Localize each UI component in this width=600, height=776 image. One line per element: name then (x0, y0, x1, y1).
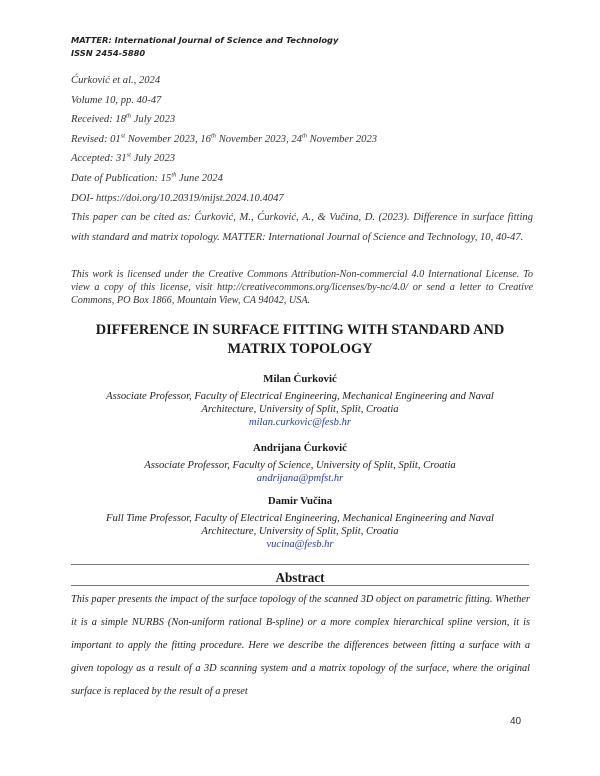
author-email[interactable]: milan.curkovic@fesb.hr (248, 417, 352, 428)
author-name: Milan Ćurković (263, 373, 337, 385)
author-affiliation: Associate Professor, Faculty of Science, University of Split, Split, Croatia (144, 460, 456, 471)
received-date: Received: 18th July 2023 (71, 112, 176, 126)
author-email[interactable]: vucina@fesb.hr (266, 539, 334, 550)
volume-info: Volume 10, pp. 40-47 (71, 94, 162, 106)
author-affiliation: Architecture, University of Split, Split, Croatia (201, 404, 399, 415)
article-metadata (71, 71, 533, 247)
cite-as: This paper can be cited as: Ćurković, M., Ćurković, A., & Vučina, D. (2023). Difference in surface fitting with standard and matrix topology. MATTER: International Journal of Science and Technology, 10, 40-47. (71, 212, 533, 243)
citation-short: Ćurković et al., 2024 (71, 75, 161, 86)
abstract-text: This paper presents the impact of the surface topology of the scanned 3D object on parametric fitting. Whether it is a simple NURBS (Non-uniform rational B-spline) or a more complex hierarchical spline version, it is important to apply the fitting procedure. Here we describe the differences between fitting a surface with a given topology as a result of a 3D scanning system and a matrix topology of the surface, where the original surface is replaced by the result of a preset (71, 594, 530, 697)
journal-issn: ISSN 2454-5880 (71, 48, 146, 58)
title-line-1: DIFFERENCE IN SURFACE FITTING WITH STANDARD AND (95, 322, 505, 338)
author-email[interactable]: andrijana@pmfst.hr (256, 473, 344, 484)
page-number: 40 (510, 716, 522, 727)
abstract-top-rule (71, 564, 529, 565)
author-name: Damir Vučina (267, 495, 333, 507)
author-block (71, 373, 529, 429)
author-name: Andrijana Ćurković (253, 442, 347, 454)
title-line-2: MATRIX TOPOLOGY (227, 341, 373, 357)
author-affiliation: Architecture, University of Split, Split, Croatia (201, 526, 399, 537)
abstract-heading: Abstract (275, 570, 325, 585)
revised-dates: Revised: 01st November 2023, 16th November 2023, 24th November 2023 (71, 132, 378, 145)
doi-link[interactable]: DOI- https://doi.org/10.20319/mijst.2024.10.4047 (71, 192, 284, 204)
author-affiliation: Full Time Professor, Faculty of Electrical Engineering, Mechanical Engineering and Naval (106, 513, 494, 524)
journal-header (71, 34, 338, 60)
author-affiliation: Associate Professor, Faculty of Electrical Engineering, Mechanical Engineering and Naval (106, 391, 494, 402)
paper-title (90, 321, 510, 359)
abstract-heading-rule (71, 585, 529, 586)
author-block (71, 442, 529, 485)
publication-date: Date of Publication: 15th June 2024 (71, 171, 223, 184)
journal-name: MATTER: International Journal of Science and Technology (71, 35, 339, 45)
author-block (71, 495, 529, 551)
accepted-date: Accepted: 31st July 2023 (71, 151, 176, 165)
license-note: This work is licensed under the Creative Commons Attribution-Non-commercial 4.0 International License. To view a copy of this license, visit http://creativecommons.org/licenses/by-nc/4.0/ or send a letter to Creative Commons, PO Box 1866, Mountain View, CA 94042, USA. (71, 269, 533, 306)
